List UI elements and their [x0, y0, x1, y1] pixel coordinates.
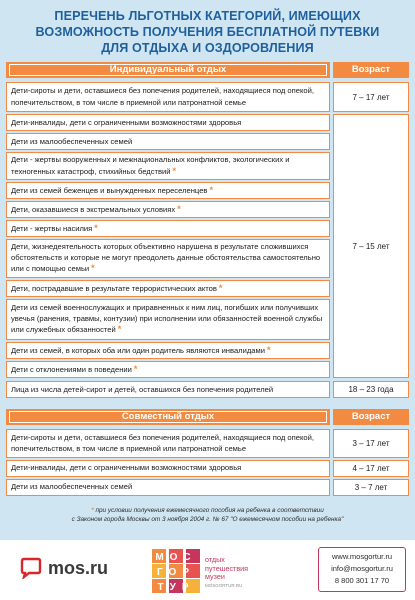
- table-row: [6, 361, 330, 378]
- table-row: [6, 114, 330, 131]
- table-row: [6, 429, 330, 458]
- row-text: Дети-сироты и дети, оставшиеся без попечения родителей, находящиеся под опекой, попечительством, в том числе в приемной или патронатной семье: [11, 433, 314, 453]
- row-star: *: [266, 344, 271, 355]
- row-text: Дети-инвалиды, дети с ограниченными возможностями здоровья: [11, 463, 242, 473]
- row-star: *: [209, 184, 213, 195]
- row-star: *: [172, 165, 177, 176]
- contact-email[interactable]: info@mosgortur.ru: [331, 564, 393, 573]
- table-row: [6, 280, 330, 297]
- row-text: Дети из семей, в которых оба или один родитель являются инвалидами: [11, 345, 265, 355]
- logo-letters-row: ТУР: [157, 582, 195, 593]
- row-text: Лица из числа детей-сирот и детей, оставшихся без попечения родителей: [11, 384, 274, 394]
- title-line-3: ДЛЯ ОТДЫХА И ОЗДОРОВЛЕНИЯ: [101, 41, 314, 55]
- individual-header-label: Индивидуальный отдых: [109, 64, 227, 75]
- row-text: Дети с отклонениями в поведении: [11, 364, 132, 374]
- row-text: Дети, жизнедеятельность которых объективно нарушена в результате сложившихся обстоятельств и которые не могут преодолеть данные обстоятельства самостоятельно или с помощью семьи: [11, 242, 321, 274]
- age-cell: 18 – 23 года: [333, 381, 409, 398]
- age-cell: 3 – 17 лет: [333, 429, 409, 458]
- row-text: Дети-сироты и дети, оставшиеся без попечения родителей, находящиеся под опекой, попечительством, в том числе в приемной или патронатной семье: [11, 86, 314, 107]
- logo-letters-row: МОС: [155, 552, 197, 563]
- row-star: *: [117, 324, 122, 335]
- table-row: [6, 342, 330, 359]
- tagline-line: отдых: [205, 555, 225, 564]
- row-star: *: [218, 282, 223, 293]
- table-row: [6, 133, 330, 150]
- row-text: Дети из малообеспеченных семей: [11, 482, 133, 492]
- tagline-site: MOSGORTUR.RU: [205, 582, 243, 588]
- footnote: [0, 506, 415, 524]
- table-row: [6, 182, 330, 199]
- title-line-2: ВОЗМОЖНОСТЬ ПОЛУЧЕНИЯ БЕСПЛАТНОЙ ПУТЕВКИ: [35, 25, 380, 39]
- row-text: Дети - жертвы насилия: [11, 223, 93, 233]
- table-row: [6, 299, 330, 340]
- row-text: Дети из семей военнослужащих и приравненных к ним лиц, погибших или получивших увечья (ранения, травмы, контузии) при исполнении или обязанностей военной службы или служебных обязанностей: [11, 303, 323, 335]
- row-text: Дети из семей беженцев и вынужденных переселенцев: [11, 185, 208, 195]
- tagline-line: путешествия: [205, 563, 249, 573]
- footnote-star: *: [91, 507, 94, 514]
- contact-box: [318, 547, 406, 592]
- row-star: *: [177, 203, 181, 214]
- footnote-line-1: при условии получения ежемесячного пособия на ребенка в соответствии: [95, 507, 324, 514]
- age-cell: 4 – 17 лет: [333, 460, 409, 477]
- title-line-1: ПЕРЕЧЕНЬ ЛЬГОТНЫХ КАТЕГОРИЙ, ИМЕЮЩИХ: [54, 9, 361, 23]
- table-row: [6, 152, 330, 180]
- mos-ru-icon: [20, 557, 42, 579]
- joint-header-label: Совместный отдых: [121, 411, 215, 422]
- footer: [0, 540, 415, 600]
- row-text: Дети, оказавшиеся в экстремальных условиях: [11, 204, 176, 214]
- mos-ru-logo[interactable]: [20, 557, 108, 579]
- individual-age-header: Возраст: [333, 62, 409, 78]
- table-row: [6, 201, 330, 218]
- joint-age-header: Возраст: [333, 409, 409, 425]
- row-star: *: [133, 363, 138, 374]
- tagline-line: музеи: [205, 572, 225, 581]
- footnote-line-2: с Законом города Москвы от 3 ноября 2004 г. № 67 "О ежемесячном пособии на ребенка": [71, 516, 344, 523]
- row-star: *: [91, 263, 95, 274]
- row-text: Дети из малообеспеченных семей: [11, 136, 133, 146]
- mosgortur-tagline: [205, 556, 248, 590]
- row-star: *: [94, 222, 98, 233]
- row-text: Дети, пострадавшие в результате террористических актов: [11, 283, 217, 293]
- table-row: [6, 220, 330, 237]
- table-row: [6, 381, 330, 398]
- mos-ru-text: mos.ru: [48, 557, 109, 578]
- age-cell: 7 – 17 лет: [333, 82, 409, 112]
- mosgortur-logo-letters: [152, 550, 200, 595]
- logo-letters-row: ГОР: [157, 567, 195, 578]
- table-row: [6, 479, 330, 496]
- contact-website[interactable]: www.mosgortur.ru: [331, 552, 393, 561]
- age-cell: 3 – 7 лет: [333, 479, 409, 496]
- row-text: Дети - жертвы вооруженных и межнациональных конфликтов, экологических и техногенных катастроф, стихийных бедствий: [11, 155, 290, 176]
- table-row: [6, 460, 330, 477]
- contact-phone[interactable]: 8 800 301 17 70: [334, 576, 390, 585]
- age-cell: 7 – 15 лет: [333, 114, 409, 378]
- page-title: [0, 8, 415, 56]
- table-row: [6, 82, 330, 112]
- joint-header: [6, 409, 330, 425]
- row-text: Дети-инвалиды, дети с ограниченными возможностями здоровья: [11, 117, 242, 127]
- individual-header: [6, 62, 330, 78]
- table-row: [6, 239, 330, 278]
